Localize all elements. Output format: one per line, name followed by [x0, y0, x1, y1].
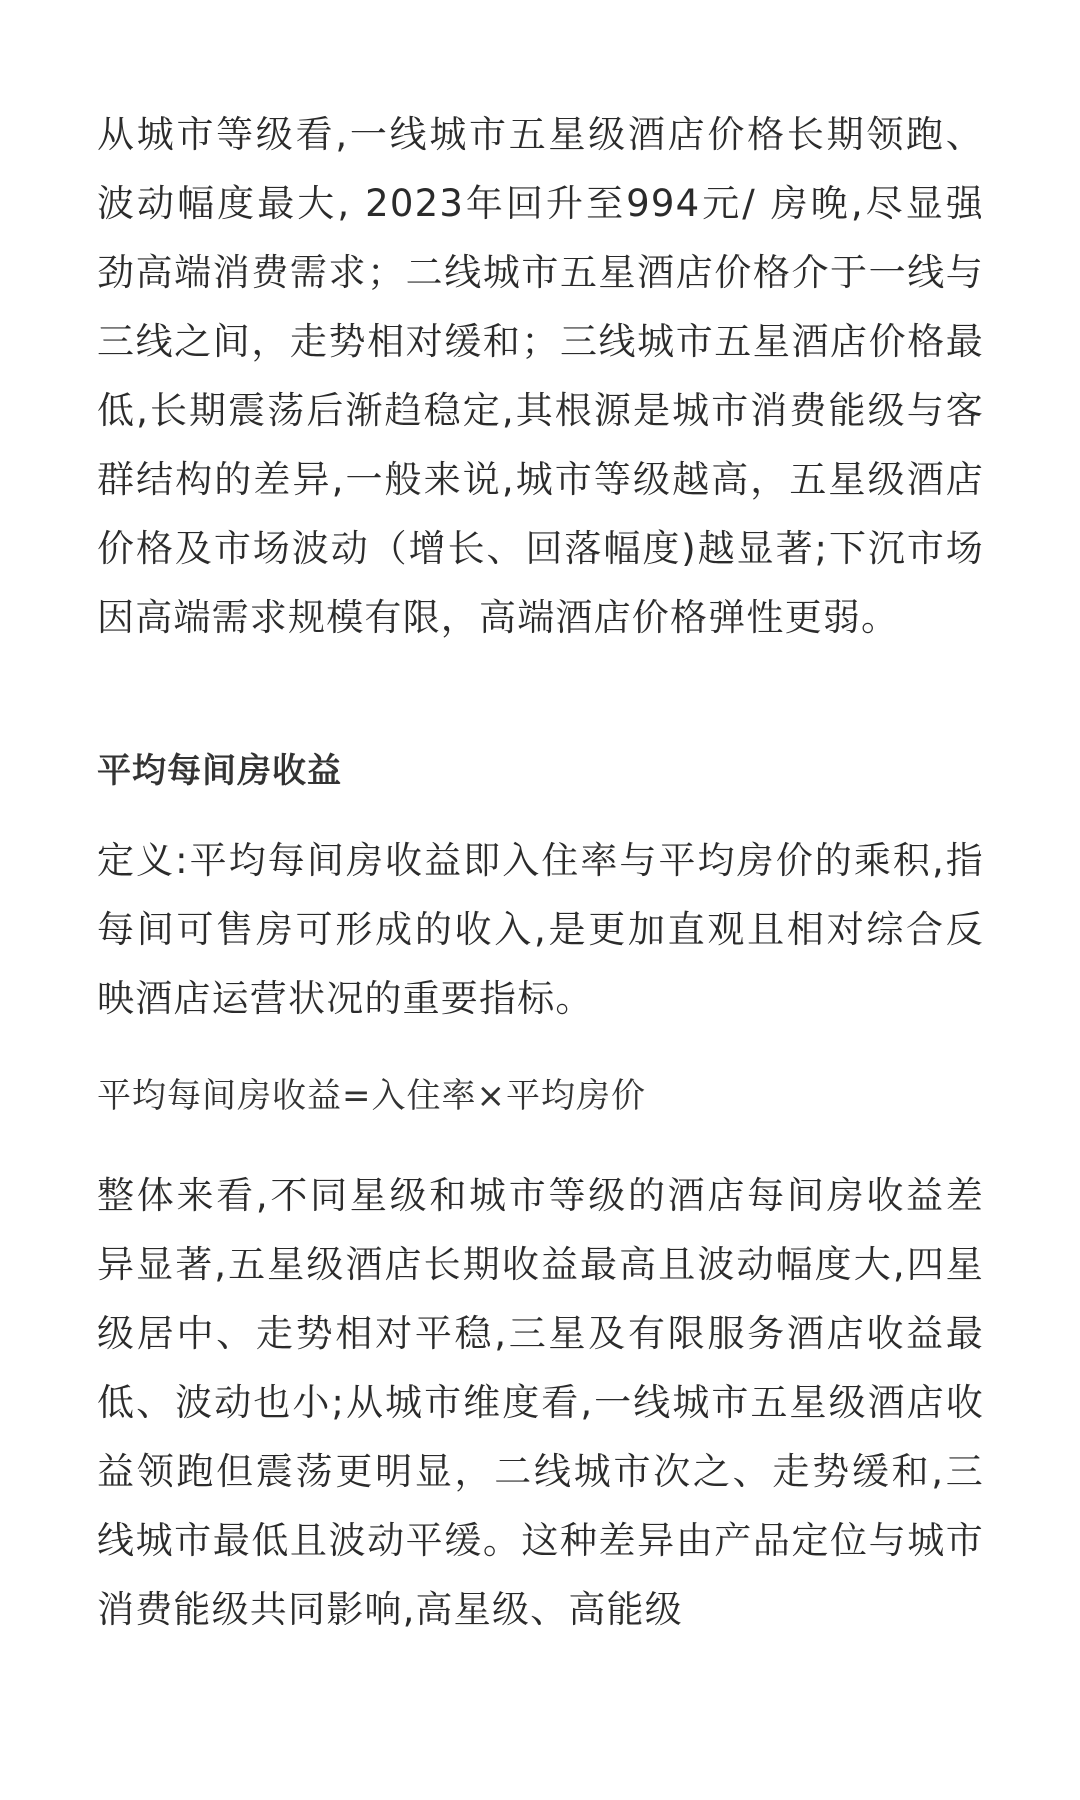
paragraph-overview: 整体来看,不同星级和城市等级的酒店每间房收益差异显著,五星级酒店长期收益最高且波动幅度大,四星级居中、走势相对平稳,三星及有限服务酒店收益最低、波动也小;从城市维度看,一线城市五星级酒店收益领跑但震荡更明显，二线城市次之、走势缓和,三线城市最低且波动平缓。这种差异由产品定位与城市消费能级共同影响,高星级、高能级: [97, 1174, 984, 1631]
definition-paragraph: 定义:平均每间房收益即入住率与平均房价的乘积,指每间可售房可形成的收入,是更加直观且相对综合反映酒店运营状况的重要指标。: [97, 839, 984, 1020]
formula-line: 平均每间房收益=入住率×平均房价: [97, 1076, 646, 1116]
paragraph-city-tier-prices: 从城市等级看,一线城市五星级酒店价格长期领跑、波动幅度最大, 2023年回升至994元/ 房晚,尽显强劲高端消费需求；二线城市五星酒店价格介于一线与三线之间，走势相对缓和；三线城市五星酒店价格最低,长期震荡后渐趋稳定,其根源是城市消费能级与客群结构的差异,一般来说,城市等级越高，五星级酒店价格及市场波动（增长、回落幅度)越显著;下沉市场因高端需求规模有限，高端酒店价格弹性更弱。: [97, 113, 984, 639]
section-heading-revpar: 平均每间房收益: [97, 751, 342, 791]
